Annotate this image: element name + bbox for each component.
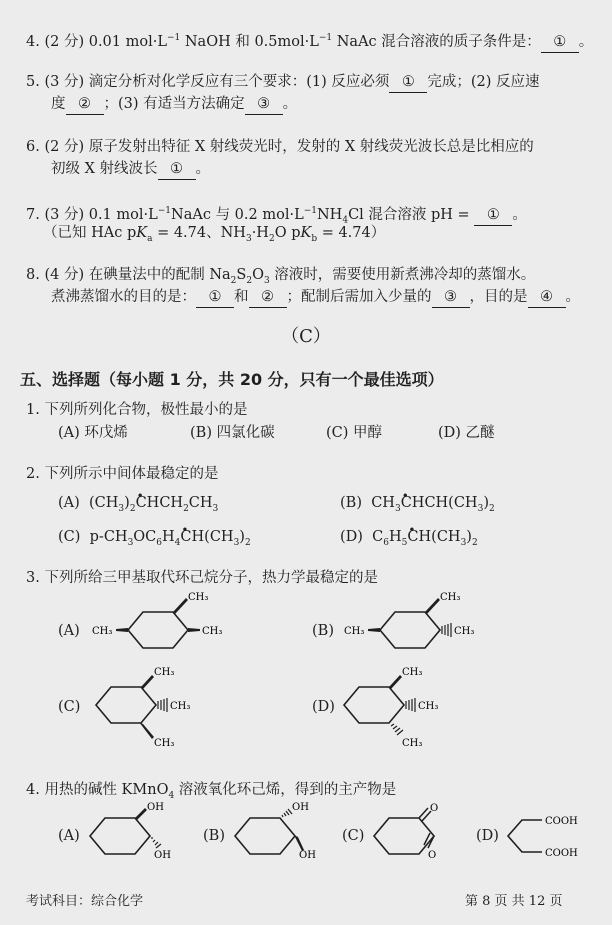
subscript: 3	[263, 275, 270, 286]
question-text: 和	[234, 289, 249, 305]
option-label: (B)	[340, 495, 362, 511]
option-d[interactable]: (D)	[312, 699, 335, 715]
note-text: = 4.74）	[317, 225, 386, 241]
radical-carbon: • C	[407, 529, 418, 545]
subscript: 4	[174, 537, 181, 548]
cyclohexane-structure-c	[88, 660, 228, 750]
question-text: 用热的碱性 KMnO	[44, 782, 169, 798]
answer-blank[interactable]: ①	[389, 72, 427, 93]
question-text: 煮沸蒸馏水的目的是：	[51, 289, 196, 305]
methyl-label: CH₃	[344, 626, 365, 637]
cyclohexane-structure-b	[340, 588, 490, 668]
question-number: 5.	[26, 74, 40, 90]
question-number: 2.	[26, 466, 40, 482]
answer-blank[interactable]: ④	[528, 287, 566, 308]
diol-structure-a	[86, 800, 181, 870]
note-text: K	[136, 225, 148, 241]
question-text: 原子发射出特征 X 射线荧光时，发射的 X 射线荧光波长总是比相应的	[88, 139, 534, 155]
superscript: −1	[166, 33, 181, 43]
option-d[interactable]	[340, 527, 478, 553]
superscript: −1	[303, 206, 317, 216]
subscript: 3	[245, 233, 252, 244]
question-text: O	[252, 267, 264, 283]
question-text: 0.1 mol·L	[88, 206, 158, 223]
option-c[interactable]: (C)	[342, 828, 365, 844]
answer-blank[interactable]: ①	[196, 287, 234, 308]
answer-blank[interactable]: ②	[249, 287, 287, 308]
answer-blank[interactable]: ①	[474, 205, 512, 226]
formula-part: H(CH	[191, 529, 234, 545]
note-text: （已知 HAc p	[43, 225, 137, 241]
hydroxyl-label: OH	[154, 850, 171, 861]
question-text: 度	[51, 96, 66, 112]
carboxyl-label: COOH	[545, 816, 578, 827]
question-number: 8.	[26, 267, 40, 283]
question-text: 溶液氧化环己烯，得到的主产物是	[174, 782, 397, 798]
question-text: NaAc 与 0.2 mol·L	[171, 206, 304, 223]
mc-question-2	[26, 464, 218, 484]
subscript: 2	[471, 537, 478, 548]
hydroxyl-label: OH	[299, 850, 316, 861]
formula-part: CH	[188, 495, 213, 511]
option-d[interactable]: (D) 乙醚	[438, 425, 495, 441]
methyl-label: CH₃	[418, 701, 439, 712]
cyclohexane-structure-a	[88, 588, 238, 668]
note-text: K	[300, 225, 312, 241]
option-c[interactable]: (C) 甲醇	[326, 425, 383, 441]
subscript: b	[311, 233, 318, 244]
subscript: 3	[394, 503, 401, 514]
footer-page-number: 第 8 页 共 12 页	[465, 894, 563, 909]
question-number: 4.	[26, 33, 40, 50]
option-c[interactable]: (C)	[58, 699, 81, 715]
option-b[interactable]	[340, 493, 495, 519]
radical-carbon: • C	[180, 529, 191, 545]
carboxyl-label: COOH	[545, 848, 578, 859]
option-label: (D)	[340, 529, 363, 545]
methyl-label: CH₃	[170, 701, 191, 712]
subscript: 6	[156, 537, 163, 548]
question-text: NaOH 和 0.5mol·L	[180, 33, 319, 50]
punctuation: 。	[565, 289, 580, 305]
cyclohexane-structure-d	[336, 660, 476, 750]
question-number: 6.	[26, 139, 40, 155]
formula-part: (CH	[89, 495, 119, 511]
methyl-label: CH₃	[440, 592, 461, 603]
formula-part: )	[466, 529, 472, 545]
formula-part: HCH	[146, 495, 184, 511]
option-a[interactable]: (A)	[58, 828, 80, 844]
question-number: 4.	[26, 782, 40, 798]
radical-carbon: • C	[136, 495, 147, 511]
question-6-line2	[51, 159, 210, 180]
option-c[interactable]	[58, 527, 251, 553]
question-text: NaAc 混合溶液的质子条件是：	[332, 33, 541, 50]
question-5-line1	[26, 72, 540, 93]
question-5-line2	[51, 94, 297, 115]
question-text: 下列所示中间体最稳定的是	[44, 466, 219, 482]
punctuation: 。	[195, 161, 211, 177]
dione-structure-c	[370, 800, 450, 870]
option-a[interactable]	[58, 493, 218, 519]
hydroxyl-label: OH	[292, 802, 309, 813]
subscript: 3	[127, 537, 134, 548]
formula-part: H	[389, 529, 402, 545]
formula-part: p-CH	[89, 529, 128, 545]
diacid-structure-d	[504, 800, 609, 870]
formula-part: )	[124, 495, 130, 511]
methyl-label: CH₃	[92, 626, 113, 637]
question-points: (3 分)	[44, 206, 85, 223]
question-text: 在碘量法中的配制 Na	[88, 267, 231, 283]
subscript: 2	[230, 275, 237, 286]
formula-part: CH	[371, 495, 395, 511]
answer-blank[interactable]: ③	[245, 94, 283, 115]
superscript: −1	[157, 206, 172, 216]
mc-question-4	[26, 780, 396, 806]
formula-part: OC	[133, 529, 157, 545]
question-text: 下列所列化合物，极性最小的是	[44, 402, 248, 418]
formula-part: HCH(CH	[411, 495, 478, 511]
section-heading-c: （C）	[281, 326, 331, 347]
subscript: 2	[246, 275, 253, 286]
answer-blank[interactable]: ②	[66, 94, 104, 115]
option-label: (A)	[58, 495, 80, 511]
question-text: ，目的是	[469, 289, 528, 305]
radical-carbon: • C	[401, 495, 412, 511]
answer-blank[interactable]: ①	[541, 32, 579, 53]
question-points: (2 分)	[44, 139, 85, 155]
methyl-label: CH₃	[454, 626, 475, 637]
question-8-line2	[51, 287, 580, 308]
subscript: 4	[342, 215, 349, 226]
punctuation: 。	[282, 96, 298, 112]
formula-part: H(CH	[418, 529, 461, 545]
subscript: a	[147, 233, 153, 244]
option-a[interactable]: (A) 环戊烯	[58, 425, 128, 441]
option-label: (C)	[58, 529, 81, 545]
question-number: 3.	[26, 570, 40, 586]
methyl-label: CH₃	[154, 738, 175, 749]
question-text: 0.01 mol·L	[88, 33, 167, 50]
footer-subject: 考试科目：综合化学	[26, 894, 144, 909]
formula-part: C	[372, 529, 384, 545]
methyl-label: CH₃	[188, 592, 209, 603]
note-text: O p	[274, 225, 301, 241]
option-b[interactable]: (B)	[312, 623, 334, 639]
question-text: 滴定分析对化学反应有三个要求：(1) 反应必须	[88, 74, 390, 90]
subscript: 5	[401, 537, 408, 548]
answer-blank[interactable]: ③	[432, 287, 470, 308]
oxygen-label: O	[430, 803, 439, 814]
question-points: (2 分)	[44, 33, 85, 50]
subscript: 2	[488, 503, 495, 514]
question-text: 完成；(2) 反应速	[427, 74, 540, 90]
subscript: 3	[460, 537, 467, 548]
oxygen-label: O	[428, 850, 437, 861]
subscript: 4	[168, 790, 175, 801]
mc-question-3	[26, 568, 378, 588]
note-text: ·H	[251, 225, 269, 241]
answer-blank[interactable]: ①	[158, 159, 196, 180]
subscript: 3	[118, 503, 125, 514]
formula-part: )	[239, 529, 245, 545]
question-text: 初级 X 射线波长	[51, 161, 158, 177]
question-6-line1	[26, 137, 534, 157]
subscript: 3	[477, 503, 484, 514]
hydroxyl-label: OH	[147, 802, 164, 813]
question-number: 7.	[26, 206, 40, 223]
question-text: NH	[316, 206, 343, 223]
question-text: 溶液时，需要使用新煮沸冷却的蒸馏水。	[269, 267, 536, 283]
subscript: 2	[129, 503, 136, 514]
option-d[interactable]: (D)	[476, 828, 499, 844]
mc-question-1	[26, 400, 247, 420]
subscript: 2	[268, 233, 275, 244]
subscript: 3	[212, 503, 219, 514]
question-4-fill	[26, 28, 593, 53]
diol-structure-b	[231, 800, 326, 870]
question-text: S	[236, 267, 247, 283]
question-number: 1.	[26, 402, 40, 418]
methyl-label: CH₃	[402, 738, 423, 749]
formula-part: )	[483, 495, 489, 511]
option-b[interactable]: (B)	[203, 828, 225, 844]
methyl-label: CH₃	[402, 667, 423, 678]
option-b[interactable]: (B) 四氯化碳	[190, 425, 275, 441]
question-text: ；配制后需加入少量的	[286, 289, 432, 305]
subscript: 6	[383, 537, 390, 548]
question-text: 下列所给三甲基取代环己烷分子，热力学最稳定的是	[44, 570, 378, 586]
subscript: 3	[233, 537, 240, 548]
option-a[interactable]: (A)	[58, 623, 80, 639]
methyl-label: CH₃	[154, 667, 175, 678]
subscript: 2	[244, 537, 251, 548]
question-7-note	[43, 223, 385, 249]
question-points: (3 分)	[44, 74, 85, 90]
methyl-label: CH₃	[202, 626, 223, 637]
punctuation: 。	[578, 33, 594, 50]
formula-part: H	[162, 529, 175, 545]
punctuation: 。	[512, 206, 527, 223]
note-text: = 4.74、NH	[152, 225, 246, 241]
question-text: ；(3) 有适当方法确定	[103, 96, 245, 112]
superscript: −1	[318, 33, 333, 43]
question-text: Cl 混合溶液 pH =	[348, 206, 470, 223]
question-points: (4 分)	[44, 267, 85, 283]
section-5-title: 五、选择题（每小题 1 分，共 20 分，只有一个最佳选项）	[20, 370, 444, 389]
subscript: 2	[183, 503, 189, 514]
